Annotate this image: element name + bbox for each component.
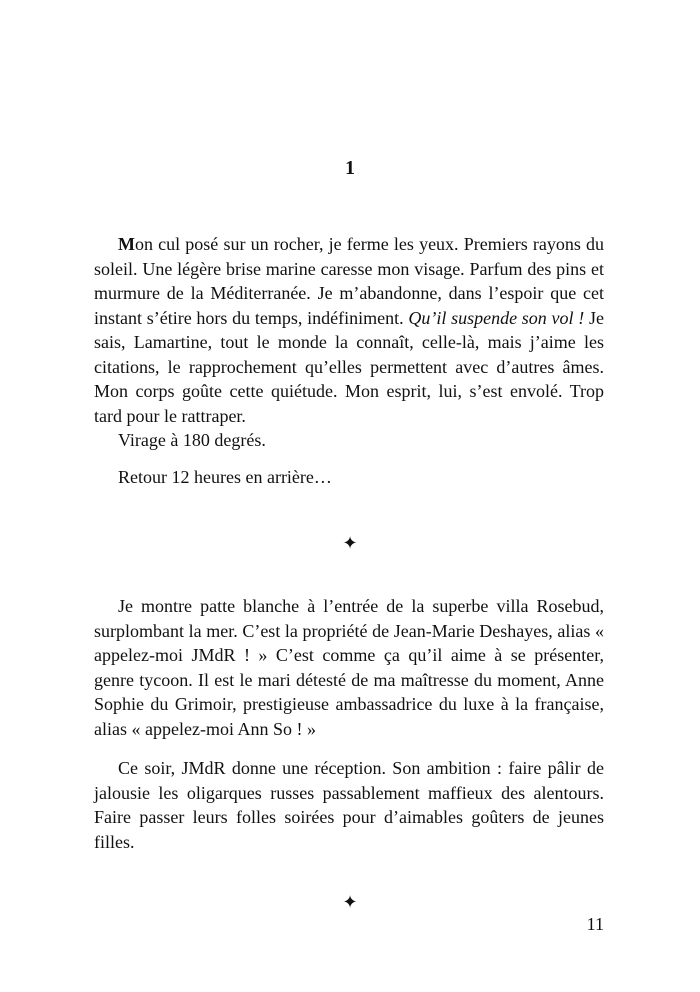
- paragraph-reception: Ce soir, JMdR donne une réception. Son ambition : faire pâlir de jalousie les oligarques russes passablement maffieux des alentours. Faire passer leurs folles soirées pour d’aimables goûters de jeunes filles.: [94, 758, 604, 852]
- paragraph-text: on cul posé sur un rocher, je ferme les yeux. Premiers rayons du soleil. Une légère brise marine caresse mon visage. Parfum des pins et murmure de la Méditerranée. Je m’abandonne, dans l’espoir que cet instant s’étire hors du temps, indéfiniment.: [94, 234, 604, 328]
- section-separator: ✦: [342, 892, 358, 912]
- quote-italic: Qu’il suspende son vol !: [408, 307, 585, 328]
- text-block-villa: [94, 594, 604, 741]
- drop-cap: M: [118, 234, 135, 254]
- page-number: 11: [586, 914, 604, 934]
- paragraph-villa: Je montre patte blanche à l’entrée de la superbe villa Rosebud, surplombant la mer. C’est la propriété de Jean-Marie Deshayes, alias « appelez-moi JMdR ! » C’est comme ça qu’il aime à se présenter, genre tycoon. Il est le mari détesté de ma maîtresse du moment, Anne Sophie du Grimoir, prestigieuse ambassadrice du luxe à la française, alias « appelez-moi Ann So ! »: [94, 596, 604, 739]
- paragraph-retour: Retour 12 heures en arrière…: [118, 466, 332, 487]
- paragraph-opening: [94, 232, 604, 428]
- text-block-opening: [94, 232, 604, 489]
- text-block-reception: [94, 756, 604, 854]
- paragraph-text: Je sais, Lamartine, tout le monde la connaît, celle-là, mais j’aime les citations, le rapprochement qu’elles permettent avec d’autres âmes. Mon corps goûte cette quiétude. Mon esprit, lui, s’est envolé. Trop tard pour le rattraper.: [94, 307, 604, 426]
- paragraph-virage: Virage à 180 degrés.: [118, 430, 266, 450]
- section-separator: ✦: [342, 533, 358, 553]
- chapter-number: 1: [345, 157, 355, 179]
